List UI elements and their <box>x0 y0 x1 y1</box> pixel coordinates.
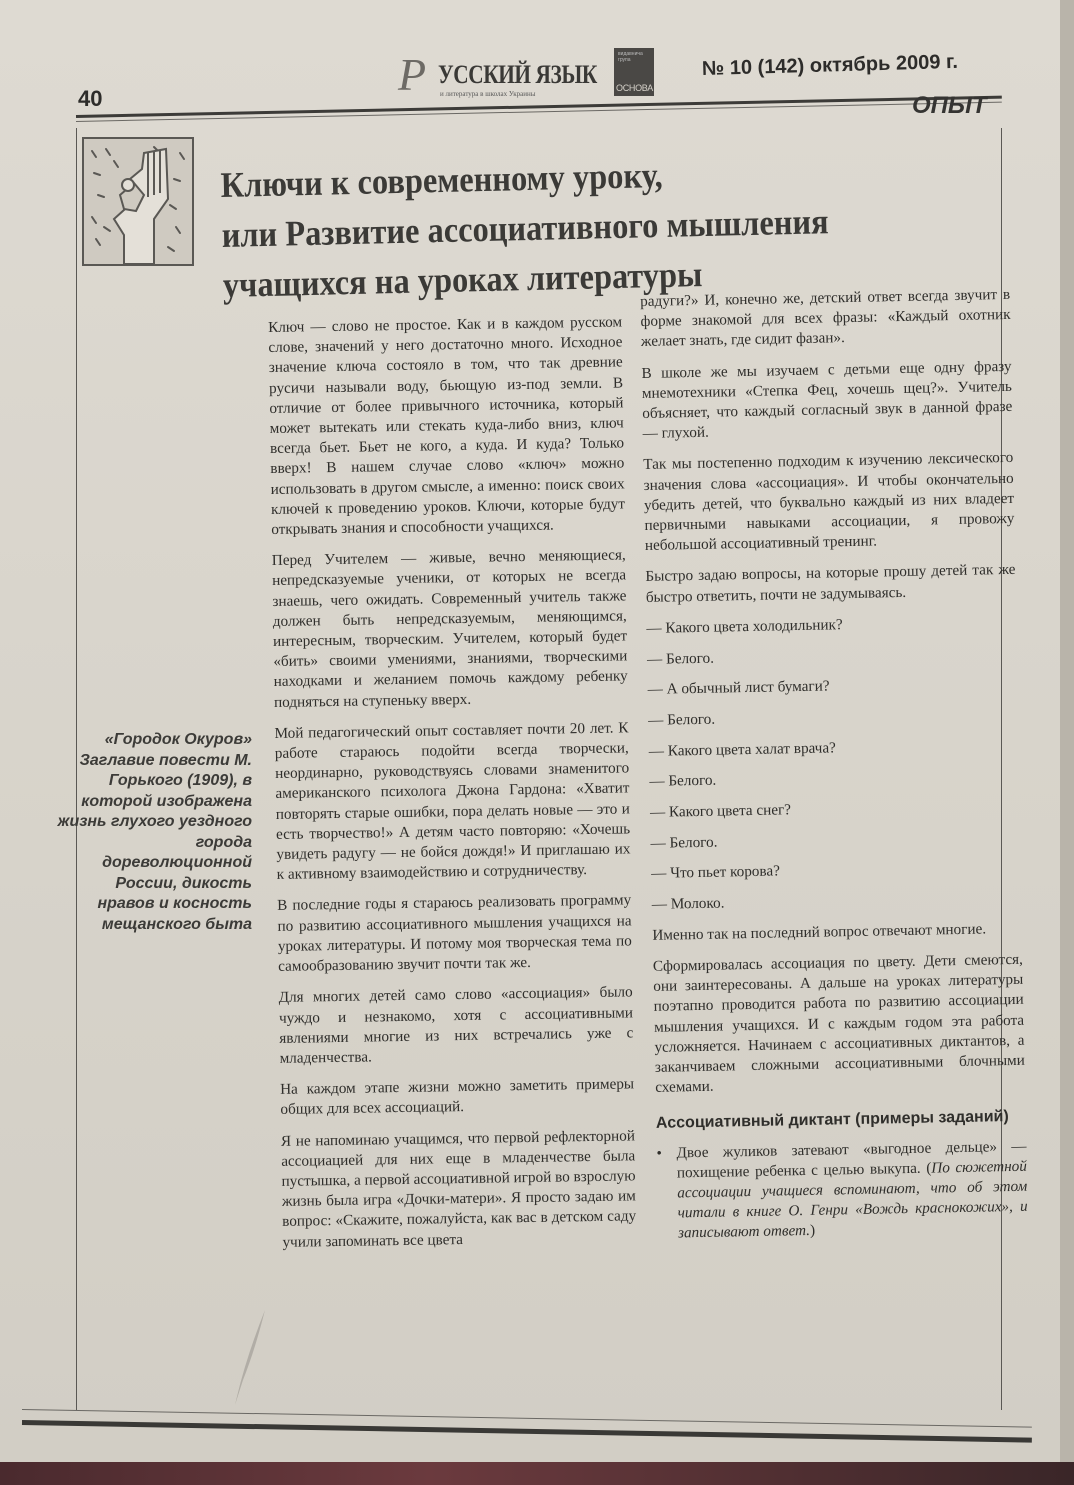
bullet-main-text: Двое жуликов затевают «выгодное дельце» — похищение ребенка с целью выкупа. ( <box>676 1137 1027 1182</box>
title-line: учащихся на уроках литературы <box>222 254 703 305</box>
paragraph: Быстро задаю вопросы, на которые прошу детей так же быстро ответить, почти не задумываясь. <box>645 561 1016 606</box>
magazine-logo <box>398 48 598 98</box>
logo-title: УССКИЙ ЯЗЫК <box>438 60 597 89</box>
paragraph: Именно так на последний вопрос отвечают многие. <box>652 920 987 944</box>
logo-initial: Р <box>398 49 427 100</box>
dialog-line: — Какого цвета холодильник? <box>646 616 843 637</box>
dialog <box>646 612 1022 916</box>
dialog-line: — Молоко. <box>651 894 725 914</box>
paragraph: Перед Учителем — живые, вечно меняющиеся, непредсказуемые ученики, от которых не всегда знаешь, чего ожидать. Современный учитель также должен быть непредсказуемым, меняющимся, интересным, творческим. Учителем, который будет «бить» своими умениями, знаниями, творческими находками и желанием помочь каждому ребенку подняться на ступеньку вверх. <box>271 546 628 711</box>
article-title <box>220 144 934 310</box>
sidebar-caption: «Городок Окуров» Заглавие повести М. Горького (1909), в которой изображена жизнь глухого уездного города дореволюционной России, дикость нравов и косность мещанского быта <box>57 731 252 933</box>
bullet-text <box>676 1136 1028 1244</box>
issue-info: № 10 (142) октябрь 2009 г. <box>701 50 959 80</box>
right-column <box>640 285 1028 1244</box>
logo-subtitle: и литература в школах Украины <box>440 90 536 98</box>
bullet-italic-text: По сюжетной ассоциации учащиеся вспоминают, что об этом читали в книге О. Генри «Вождь краснокожих», и записывают ответ. <box>677 1157 1028 1242</box>
publisher-logo <box>614 48 654 96</box>
header-rule <box>76 96 1002 118</box>
paragraph: В последние годы я стараюсь реализовать программу по развитию ассоциативного мышления учащихся на уроках литературы. И потому моя творческая тема по самообразованию звучит почти так же. <box>277 891 632 976</box>
paragraph: На каждом этапе жизни можно заметить примеры общих для всех ассоциаций. <box>279 1075 635 1119</box>
paragraph: Сформировалась ассоциация по цвету. Дети смеются, они заинтересованы. А дальше на уроках литературы поэтапно проводится работа по развитию ассоциации мышления учащихся. И с каждым годом эта работа усложняется. Начинаем с ассоциативных диктантов, а заканчиваем сложными ассоциативными блочными схемами. <box>652 950 1025 1097</box>
fist-key-illustration <box>82 137 194 266</box>
background-strip <box>0 1462 1074 1485</box>
dialog-line: — Белого. <box>646 649 715 668</box>
paragraph: Так мы постепенно подходим к изучению лексического значения слова «ассоциация». И чтобы окончательно убедить детей, что буквально каждый из них владеет первичными навыками ассоциации, я провожу небольшой ассоциативный тренинг. <box>643 449 1015 555</box>
bullet-marker: • <box>656 1144 663 1162</box>
bullet-item <box>656 1136 1028 1244</box>
publisher-name: ОСНОВА <box>616 83 653 93</box>
quill-decoration-icon <box>225 1300 275 1410</box>
paragraph: Для многих детей само слово «ассоциация» было чуждо и незнакомо, хотя с ассоциативными явлениями многие из них встречались уже с младенчества. <box>278 983 634 1067</box>
bullet-close: ) <box>809 1222 816 1240</box>
dialog-line: — Белого. <box>649 771 717 791</box>
dialog-line: — Белого. <box>650 833 718 852</box>
page-number: 40 <box>78 86 103 111</box>
hand-with-keys-icon <box>84 139 192 264</box>
left-column <box>268 312 637 1263</box>
dialog-line: — Белого. <box>648 710 716 729</box>
paragraph: радуги?» И, конечно же, детский ответ всегда звучит в форме знакомой для всех фразы: «Каждый охотник желает знать, где сидит фазан». <box>640 285 1011 351</box>
paragraph: Ключ — слово не простое. Как и в каждом русском слове, значений у него достаточно много. Исходное значение ключа состояло в том, что так древние русичи называли воду, бьющую из-под земли. В отличие от более привычного источника, который может вытекать или стекать куда-либо вниз, ключ всегда бьет. Бьет не кого, а куда. И куда? Только вверх! В нашем случае слово «ключ» можно использовать в другом смысле, а именно: поиск своих ключей к проведению уроков. Ключи, которые будут открывать знания и способности учащихся. <box>268 313 626 539</box>
subheading: Ассоциативный диктант (примеры заданий) <box>655 1107 1009 1132</box>
paragraph: Я не напоминаю учащимся, что первой рефлекторной ассоциацией для них еще в младенчестве была пустышка, а первой ассоциативной игрой во взрослую жизнь была игра «Дочки-матери». Я просто задаю им вопрос: «Скажите, пожалуйста, как вас в детском саду учили запоминать все цвета <box>280 1126 637 1251</box>
section-label: ОПЫТ <box>912 92 987 119</box>
dialog-line: — Какого цвета халат врача? <box>648 738 837 760</box>
title-line: Ключи к современному уроку, <box>220 154 664 205</box>
dialog-line: — Что пьет корова? <box>651 862 781 883</box>
title-line: или Развитие ассоциативного мышления <box>221 201 830 255</box>
publisher-group: видавнича група <box>618 51 643 63</box>
page-edge <box>1060 0 1074 1462</box>
dialog-line: — Какого цвета снег? <box>649 801 792 821</box>
paragraph: В школе же мы изучаем с детьми еще одну фразу мнемотехники «Степка Фец, хочешь щец?». Учитель объясняет, что каждый согласный звук в данной фразе — глухой. <box>641 357 1013 443</box>
dialog-line: — А обычный лист бумаги? <box>647 677 830 699</box>
paragraph: Мой педагогический опыт составляет почти 20 лет. К работе стараюсь подойти всегда творчески, неординарно, руководствуясь словами знаменитого американского психолога Джона Гардона: «Хватит повторять старые ошибки, пора делать новые — это и есть творчество!» А детям часто повторяю: «Хочешь увидеть радугу — не бойся дождя!» И приглашаю их к активному взаимодействию и сотрудничеству. <box>274 719 631 884</box>
